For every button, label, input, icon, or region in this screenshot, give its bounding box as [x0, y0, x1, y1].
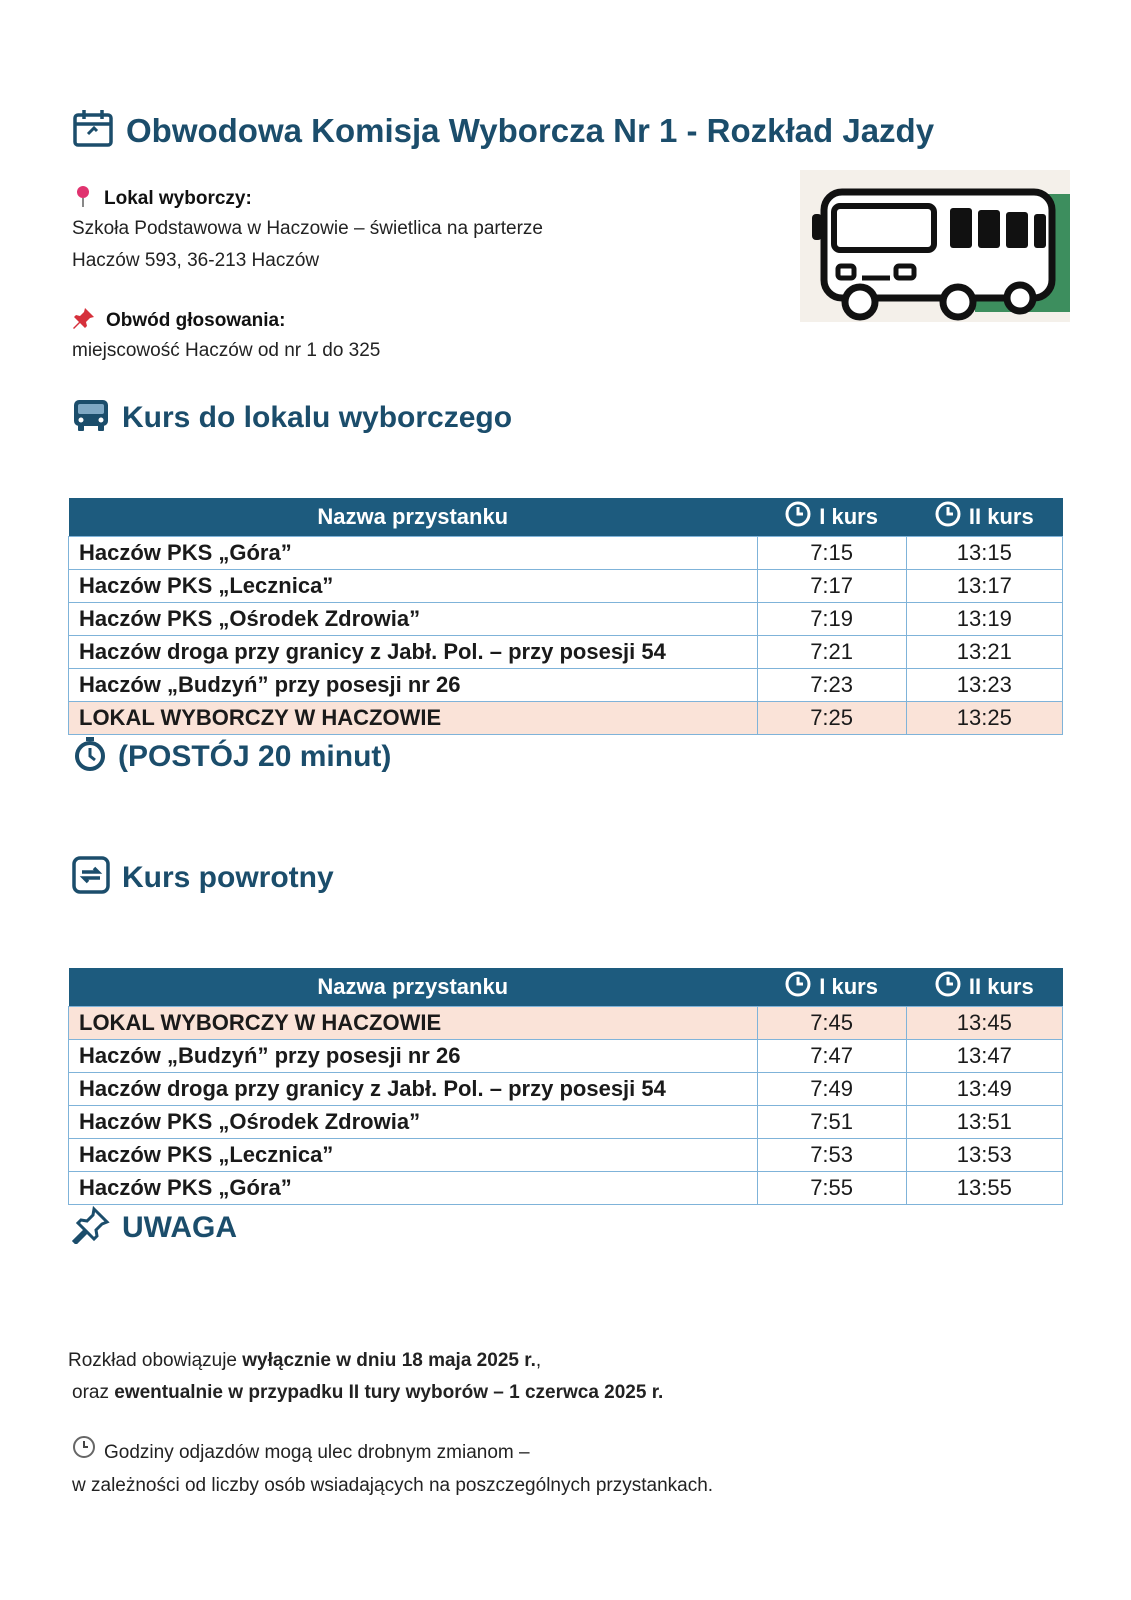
time-k2: 13:21: [906, 636, 1062, 669]
table-row: [69, 1073, 1063, 1106]
lokal-label: Lokal wyborczy:: [104, 187, 252, 209]
note-line4: w zależności od liczby osób wsiadających na poszczególnych przystankach.: [72, 1475, 714, 1496]
table-row: [69, 1106, 1063, 1139]
bus-icon: [800, 170, 1070, 322]
title-row: [72, 108, 934, 153]
note-line3: [68, 1435, 713, 1470]
note-text: Godziny odjazdów mogą ulec drobnym zmianom –: [104, 1441, 530, 1463]
kurs-powrotny-heading-row: [72, 856, 334, 899]
stop-name: LOKAL WYBORCZY W HACZOWIE: [69, 1007, 758, 1040]
notes: [68, 1345, 713, 1502]
header-kurs1: I kurs: [819, 504, 878, 529]
table-row: [69, 636, 1063, 669]
time-k2: 13:15: [906, 537, 1062, 570]
pin-icon: [72, 184, 94, 213]
obwod-section: [72, 306, 380, 367]
lokal-line2: Haczów 593, 36-213 Haczów: [72, 250, 320, 271]
kurs-do-heading-row: [72, 398, 512, 437]
table-row: [69, 669, 1063, 702]
uwaga-heading-row: [72, 1206, 237, 1249]
header-name: Nazwa przystanku: [69, 498, 758, 537]
time-k1: 7:47: [757, 1040, 906, 1073]
time-k2: 13:47: [906, 1040, 1062, 1073]
stop-name: Haczów PKS „Góra”: [69, 1172, 758, 1205]
lokal-section: [72, 184, 543, 277]
note-text: oraz: [72, 1382, 115, 1403]
table-row: [69, 1040, 1063, 1073]
table-row: [69, 570, 1063, 603]
bus-illustration: [800, 170, 1070, 322]
kurs-powrotny-heading: Kurs powrotny: [122, 860, 334, 894]
time-k2: 13:19: [906, 603, 1062, 636]
table-header: [69, 968, 1063, 1007]
repeat-icon: [72, 856, 110, 899]
header-kurs1: I kurs: [819, 974, 878, 999]
time-k1: 7:17: [757, 570, 906, 603]
table-row: [69, 1139, 1063, 1172]
table-header: [69, 498, 1063, 537]
note-bold: wyłącznie w dniu 18 maja 2025 r.: [242, 1350, 536, 1371]
table-row-highlighted: [69, 1007, 1063, 1040]
time-k2: 13:49: [906, 1073, 1062, 1106]
pin-outline-icon: [72, 1206, 110, 1249]
clock-icon: [785, 501, 811, 533]
time-k1: 7:49: [757, 1073, 906, 1106]
stop-name: Haczów PKS „Lecznica”: [69, 1139, 758, 1172]
kurs-powrotny-table: [68, 968, 1063, 1205]
stop-name: Haczów „Budzyń” przy posesji nr 26: [69, 1040, 758, 1073]
header-name: Nazwa przystanku: [69, 968, 758, 1007]
note-bold: ewentualnie w przypadku II tury wyborów – 1 czerwca 2025 r.: [114, 1382, 664, 1403]
obwod-label: Obwód głosowania:: [106, 309, 286, 331]
time-k1: 7:19: [757, 603, 906, 636]
time-k1: 7:25: [757, 702, 906, 735]
stop-name: Haczów droga przy granicy z Jabł. Pol. – przy posesji 54: [69, 1073, 758, 1106]
uwaga-heading: UWAGA: [122, 1210, 237, 1244]
kurs-do-table: [68, 498, 1063, 735]
postoj-row: [74, 736, 391, 777]
note-text: ,: [535, 1350, 542, 1371]
time-k2: 13:53: [906, 1139, 1062, 1172]
note-line1: [68, 1345, 713, 1377]
time-k2: 13:23: [906, 669, 1062, 702]
bus-front-icon: [72, 398, 110, 437]
header-kurs2: II kurs: [968, 974, 1034, 999]
time-k1: 7:51: [757, 1106, 906, 1139]
obwod-line1: miejscowość Haczów od nr 1 do 325: [72, 340, 381, 361]
postoj-text: (POSTÓJ 20 minut): [118, 739, 392, 773]
note-line2: [68, 1377, 713, 1409]
stop-name: LOKAL WYBORCZY W HACZOWIE: [69, 702, 758, 735]
clock-icon: [935, 501, 961, 533]
table-row: [69, 1172, 1063, 1205]
time-k1: 7:53: [757, 1139, 906, 1172]
lokal-line1: Szkoła Podstawowa w Haczowie – świetlica na parterze: [72, 218, 543, 239]
kurs-do-heading: Kurs do lokalu wyborczego: [122, 400, 513, 434]
stop-name: Haczów PKS „Góra”: [69, 537, 758, 570]
stop-name: Haczów droga przy granicy z Jabł. Pol. – przy posesji 54: [69, 636, 758, 669]
time-k2: 13:55: [906, 1172, 1062, 1205]
stop-name: Haczów „Budzyń” przy posesji nr 26: [69, 669, 758, 702]
note-text: Rozkład obowiązuje: [68, 1350, 243, 1371]
clock-icon: [785, 971, 811, 1003]
time-k1: 7:23: [757, 669, 906, 702]
time-k1: 7:15: [757, 537, 906, 570]
stop-name: Haczów PKS „Ośrodek Zdrowia”: [69, 1106, 758, 1139]
time-k2: 13:25: [906, 702, 1062, 735]
time-k2: 13:51: [906, 1106, 1062, 1139]
stopwatch-icon: [74, 736, 106, 777]
table-row: [69, 537, 1063, 570]
clock-icon: [935, 971, 961, 1003]
time-k1: 7:21: [757, 636, 906, 669]
time-k1: 7:45: [757, 1007, 906, 1040]
page-title: Obwodowa Komisja Wyborcza Nr 1 - Rozkład Jazdy: [126, 111, 935, 149]
table-row: [69, 603, 1063, 636]
calendar-icon: [72, 108, 114, 153]
pushpin-icon: [72, 306, 96, 335]
stop-name: Haczów PKS „Lecznica”: [69, 570, 758, 603]
header-kurs2: II kurs: [968, 504, 1034, 529]
time-k2: 13:17: [906, 570, 1062, 603]
time-k1: 7:55: [757, 1172, 906, 1205]
stop-name: Haczów PKS „Ośrodek Zdrowia”: [69, 603, 758, 636]
table-row-highlighted: [69, 702, 1063, 735]
clock-icon: [72, 1435, 96, 1470]
time-k2: 13:45: [906, 1007, 1062, 1040]
